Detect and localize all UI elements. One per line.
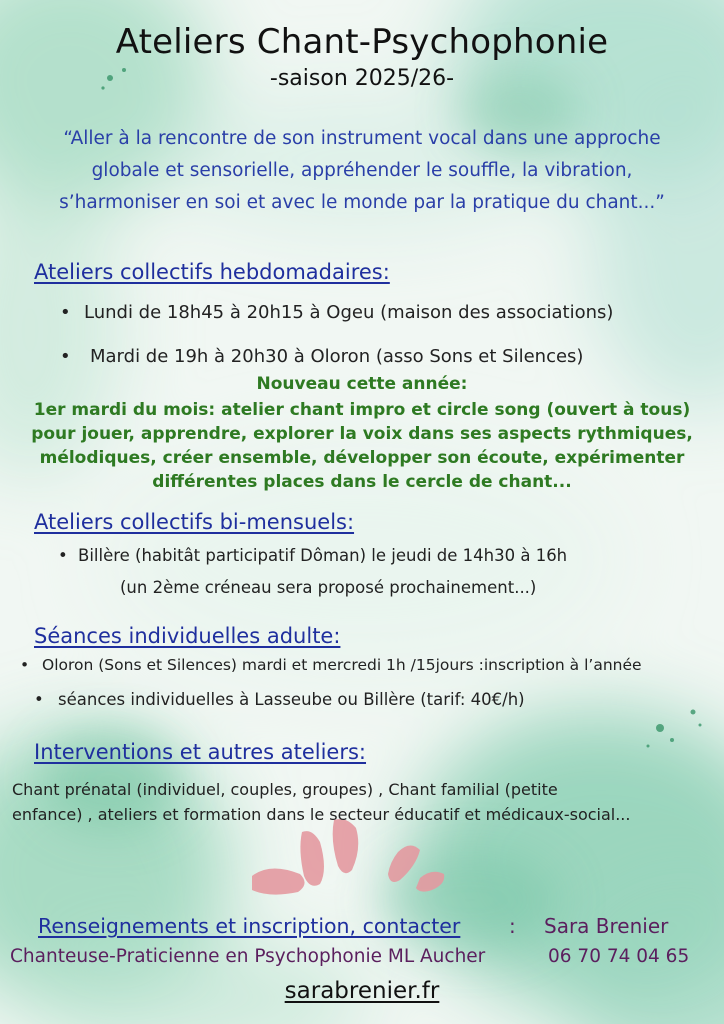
new-line-3: mélodiques, créer ensemble, développer son écoute, expérimenter xyxy=(39,448,685,468)
season-subtitle: -saison 2025/26- xyxy=(269,66,455,91)
contact-label: Renseignements et inscription, contacter xyxy=(38,914,461,938)
biweekly-item-label: Billère (habitât participatif Dôman) le jeudi de 14h30 à 16h xyxy=(78,546,568,565)
quote-line-1: “Aller à la rencontre de son instrument vocal dans une approche xyxy=(63,128,661,149)
new-line-2: pour jouer, apprendre, explorer la voix dans ses aspects rythmiques, xyxy=(31,424,693,444)
individual-item-oloron xyxy=(20,656,642,674)
contact-phone[interactable]: 06 70 74 04 65 xyxy=(548,946,690,967)
website-link[interactable]: sarabrenier.fr xyxy=(284,978,440,1004)
weekly-item-tuesday xyxy=(60,346,583,367)
weekly-heading: Ateliers collectifs hebdomadaires: xyxy=(34,260,390,284)
interventions-heading: Interventions et autres ateliers: xyxy=(34,740,367,764)
individual-item-lasseube xyxy=(34,690,525,709)
contact-name: Sara Brenier xyxy=(544,914,669,938)
contact-role: Chanteuse-Praticienne en Psychophonie ML Aucher xyxy=(10,946,486,967)
bullet: • xyxy=(58,546,68,565)
individual-item-label: séances individuelles à Lasseube ou Billère (tarif: 40€/h) xyxy=(58,690,525,709)
individual-item-label: Oloron (Sons et Silences) mardi et mercredi 1h /15jours :inscription à l’année xyxy=(42,656,642,674)
biweekly-heading: Ateliers collectifs bi-mensuels: xyxy=(34,510,355,534)
individual-heading: Séances individuelles adulte: xyxy=(34,624,341,648)
biweekly-item xyxy=(58,546,567,565)
bullet: • xyxy=(60,346,71,367)
bullet: • xyxy=(20,656,30,674)
interventions-line-1: Chant prénatal (individuel, couples, groupes) , Chant familial (petite xyxy=(12,780,558,799)
weekly-item-monday xyxy=(60,302,613,323)
interventions-line-2: enfance) , ateliers et formation dans le secteur éducatif et médicaux-social... xyxy=(12,805,631,824)
contact-colon: : xyxy=(509,914,516,938)
weekly-item-label: Lundi de 18h45 à 20h15 à Ogeu (maison des associations) xyxy=(84,302,614,323)
bullet: • xyxy=(34,690,44,709)
new-line-1: 1er mardi du mois: atelier chant impro et circle song (ouvert à tous) xyxy=(33,400,691,420)
weekly-item-label: Mardi de 19h à 20h30 à Oloron (asso Sons et Silences) xyxy=(90,346,584,367)
new-line-4: différentes places dans le cercle de chant... xyxy=(152,472,572,492)
bullet: • xyxy=(60,302,71,323)
quote-line-3: s’harmoniser en soi et avec le monde par la pratique du chant...” xyxy=(59,192,665,213)
quote-line-2: globale et sensorielle, appréhender le souffle, la vibration, xyxy=(91,160,633,181)
page-title: Ateliers Chant-Psychophonie xyxy=(115,22,609,62)
biweekly-note: (un 2ème créneau sera proposé prochainement...) xyxy=(120,578,537,597)
new-this-year-title: Nouveau cette année: xyxy=(256,374,468,394)
